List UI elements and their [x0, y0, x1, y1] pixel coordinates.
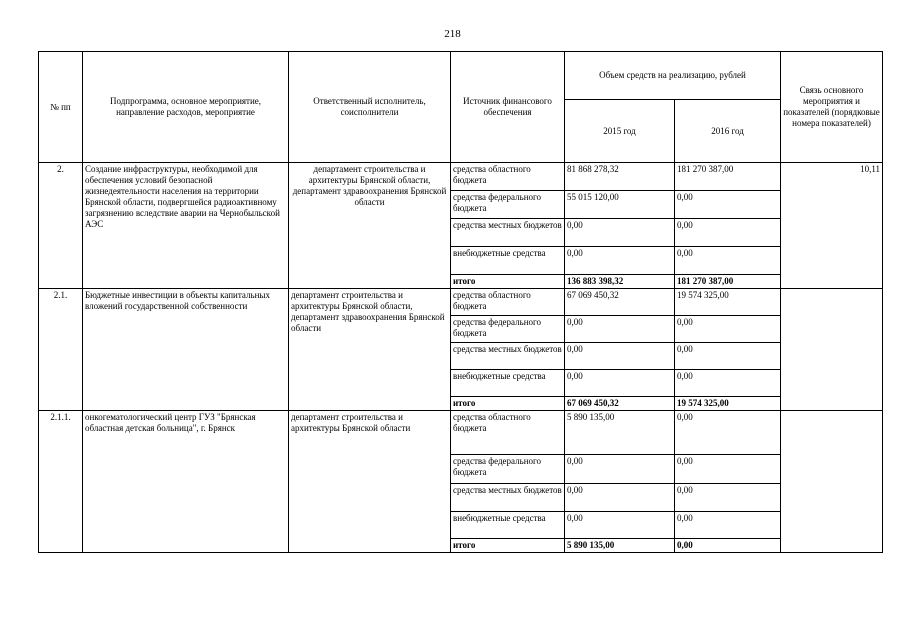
value-2015: 136 883 398,32: [565, 275, 675, 289]
executor-text: департамент строительства и архитектуры Брянской области, департамент здравоохранения Брянской области: [289, 163, 451, 289]
funding-table: [38, 51, 883, 553]
table-row: [39, 289, 883, 316]
source-cell: средства местных бюджетов: [451, 343, 565, 370]
value-2015: 0,00: [565, 512, 675, 539]
value-2016: 0,00: [675, 411, 781, 455]
value-2015: 5 890 135,00: [565, 411, 675, 455]
value-2015: 0,00: [565, 343, 675, 370]
source-cell: средства федерального бюджета: [451, 316, 565, 343]
source-cell: итого: [451, 539, 565, 553]
source-cell: итого: [451, 275, 565, 289]
program-text: Создание инфраструктуры, необходимой для обеспечения условий безопасной жизнедеятельности населения на территории Брянской области, подвергшейся радиоактивному загрязнению вследствие аварии на Чернобыльской АЭС: [83, 163, 289, 289]
value-2016: 0,00: [675, 484, 781, 512]
header-executor: Ответственный исполнитель, соисполнители: [289, 52, 451, 163]
executor-text: департамент строительства и архитектуры Брянской области, департамент здравоохранения Брянской области: [289, 289, 451, 411]
value-2015: 67 069 450,32: [565, 397, 675, 411]
header-source: Источник финансового обеспечения: [451, 52, 565, 163]
source-cell: средства областного бюджета: [451, 163, 565, 191]
source-cell: внебюджетные средства: [451, 247, 565, 275]
indicator-link: [781, 289, 883, 411]
indicator-link: [781, 411, 883, 553]
value-2016: 0,00: [675, 219, 781, 247]
value-2016: 19 574 325,00: [675, 397, 781, 411]
source-cell: средства областного бюджета: [451, 289, 565, 316]
value-2016: 19 574 325,00: [675, 289, 781, 316]
value-2015: 81 868 278,32: [565, 163, 675, 191]
source-cell: средства местных бюджетов: [451, 484, 565, 512]
value-2015: 67 069 450,32: [565, 289, 675, 316]
value-2015: 55 015 120,00: [565, 191, 675, 219]
value-2016: 0,00: [675, 191, 781, 219]
page-number: 218: [444, 28, 461, 40]
value-2016: 0,00: [675, 343, 781, 370]
program-text: Бюджетные инвестиции в объекты капитальных вложений государственной собственности: [83, 289, 289, 411]
value-2016: 0,00: [675, 539, 781, 553]
row-number: 2.1.: [39, 289, 83, 411]
source-cell: итого: [451, 397, 565, 411]
value-2015: 0,00: [565, 316, 675, 343]
value-2016: 0,00: [675, 316, 781, 343]
header-link: Связь основного мероприятия и показателей (порядковые номера показателей): [781, 52, 883, 163]
value-2016: 0,00: [675, 455, 781, 484]
source-cell: средства местных бюджетов: [451, 219, 565, 247]
source-cell: внебюджетные средства: [451, 370, 565, 397]
value-2016: 0,00: [675, 370, 781, 397]
value-2016: 181 270 387,00: [675, 163, 781, 191]
source-cell: средства федерального бюджета: [451, 191, 565, 219]
row-number: 2.1.1.: [39, 411, 83, 553]
value-2016: 0,00: [675, 512, 781, 539]
value-2015: 0,00: [565, 455, 675, 484]
indicator-link: 10,11: [781, 163, 883, 289]
header-volume: Объем средств на реализацию, рублей: [565, 52, 781, 100]
source-cell: внебюджетные средства: [451, 512, 565, 539]
value-2015: 0,00: [565, 484, 675, 512]
value-2016: 0,00: [675, 247, 781, 275]
value-2015: 0,00: [565, 219, 675, 247]
header-program: Подпрограмма, основное мероприятие, направление расходов, мероприятие: [83, 52, 289, 163]
source-cell: средства областного бюджета: [451, 411, 565, 455]
value-2015: 0,00: [565, 370, 675, 397]
header-2016: 2016 год: [675, 100, 781, 163]
value-2015: 5 890 135,00: [565, 539, 675, 553]
table-row: [39, 163, 883, 191]
header-num: № пп: [39, 52, 83, 163]
program-text: онкогематологический центр ГУЗ "Брянская областная детская больница", г. Брянск: [83, 411, 289, 553]
value-2016: 181 270 387,00: [675, 275, 781, 289]
table-row: [39, 411, 883, 455]
row-number: 2.: [39, 163, 83, 289]
source-cell: средства федерального бюджета: [451, 455, 565, 484]
header-2015: 2015 год: [565, 100, 675, 163]
executor-text: департамент строительства и архитектуры Брянской области: [289, 411, 451, 553]
value-2015: 0,00: [565, 247, 675, 275]
